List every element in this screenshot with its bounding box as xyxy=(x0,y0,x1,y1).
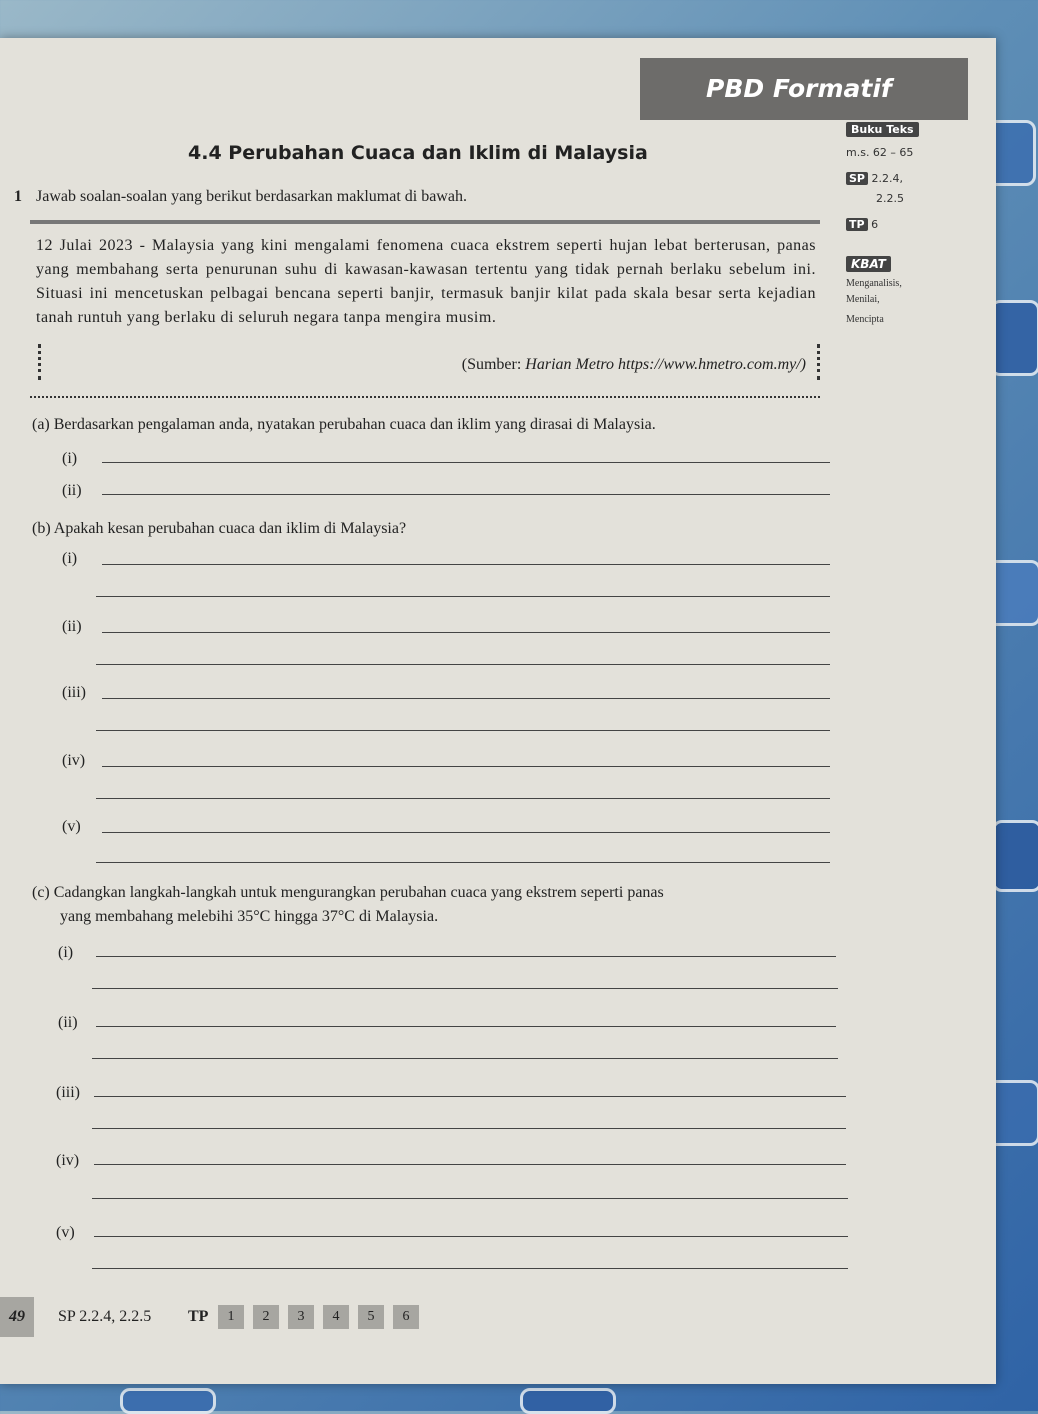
skill-menilai: Menilai, xyxy=(846,294,880,305)
tp-level-6[interactable]: 6 xyxy=(393,1305,419,1329)
answer-line-b-iii-2[interactable] xyxy=(96,730,830,731)
part-a-label-i: (i) xyxy=(62,450,78,467)
news-excerpt-box xyxy=(30,220,820,398)
part-a-prompt: (a) Berdasarkan pengalaman anda, nyatakan perubahan cuaca dan iklim yang dirasai di Malaysia. xyxy=(32,416,656,433)
answer-line-b-iii-1[interactable] xyxy=(102,698,830,699)
question-instruction xyxy=(14,188,467,206)
answer-line-c-iv-2[interactable] xyxy=(92,1198,848,1199)
answer-line-c-i-2[interactable] xyxy=(92,988,838,989)
answer-line-c-iii-2[interactable] xyxy=(92,1128,846,1129)
skill-menganalisis: Menganalisis, xyxy=(846,278,902,289)
part-c-label-i: (i) xyxy=(58,944,74,961)
tp-level-4[interactable]: 4 xyxy=(323,1305,349,1329)
background-tile xyxy=(992,820,1038,892)
background-tile xyxy=(990,300,1038,376)
part-c-label-iii: (iii) xyxy=(56,1084,80,1101)
part-a-label-ii: (ii) xyxy=(62,482,82,499)
answer-line-c-v-2[interactable] xyxy=(92,1268,848,1269)
tp-reference xyxy=(846,218,878,231)
answer-line-c-iii-1[interactable] xyxy=(94,1096,846,1097)
background-tile xyxy=(120,1388,216,1414)
dotted-border-left xyxy=(38,344,41,380)
answer-line-a-ii[interactable] xyxy=(102,494,830,495)
part-b-label-iv: (iv) xyxy=(62,752,86,769)
tp-value: 6 xyxy=(871,218,879,231)
sp-reference xyxy=(846,172,903,185)
part-c-prompt-line2: yang membahang melebihi 35°C hingga 37°C di Malaysia. xyxy=(60,908,439,925)
kbat-badge: KBAT xyxy=(846,256,891,272)
answer-line-b-i-1[interactable] xyxy=(102,564,830,565)
answer-line-c-v-1[interactable] xyxy=(94,1236,848,1237)
sp-values: 2.2.4, xyxy=(871,172,903,185)
question-number: 1 xyxy=(14,188,22,205)
worksheet-page xyxy=(0,38,996,1384)
answer-line-a-i[interactable] xyxy=(102,462,830,463)
answer-line-b-iv-1[interactable] xyxy=(102,766,830,767)
tp-level-1[interactable]: 1 xyxy=(218,1305,244,1329)
page-number: 49 xyxy=(0,1297,34,1337)
sp-values-2: 2.2.5 xyxy=(876,192,904,205)
answer-line-c-ii-2[interactable] xyxy=(92,1058,838,1059)
textbook-page-ref: m.s. 62 – 65 xyxy=(846,146,914,159)
answer-line-b-ii-1[interactable] xyxy=(102,632,830,633)
footer-tp-label: TP xyxy=(188,1308,209,1325)
part-c-label-iv: (iv) xyxy=(56,1152,80,1169)
part-b-label-iii: (iii) xyxy=(62,684,86,701)
answer-line-c-ii-1[interactable] xyxy=(96,1026,836,1027)
tp-level-2[interactable]: 2 xyxy=(253,1305,279,1329)
answer-line-b-ii-2[interactable] xyxy=(96,664,830,665)
answer-line-b-v-2[interactable] xyxy=(96,862,830,863)
news-excerpt-text: 12 Julai 2023 - Malaysia yang kini mengalami fenomena cuaca ekstrem seperti hujan lebat berterusan, panas yang membahang serta penurunan suhu di kawasan-kawasan tertentu yang tidak pernah berlaku sebelum ini. Situasi ini mencetuskan pelbagai bencana seperti banjir, termasuk banjir kilat pada skala besar serta kejadian tanah runtuh yang berlaku di seluruh negara tanpa mengira musim. xyxy=(36,237,816,326)
footer-sp-text: SP 2.2.4, 2.2.5 xyxy=(58,1308,152,1325)
part-b-prompt: (b) Apakah kesan perubahan cuaca dan iklim di Malaysia? xyxy=(32,520,407,537)
dotted-border-right xyxy=(817,344,820,380)
news-source: (Sumber: Harian Metro https://www.hmetro.com.my/) xyxy=(461,356,806,373)
answer-line-b-iv-2[interactable] xyxy=(96,798,830,799)
answer-line-c-iv-1[interactable] xyxy=(94,1164,846,1165)
part-b-label-ii: (ii) xyxy=(62,618,82,635)
tp-level-5[interactable]: 5 xyxy=(358,1305,384,1329)
answer-line-b-i-2[interactable] xyxy=(96,596,830,597)
answer-line-c-i-1[interactable] xyxy=(96,956,836,957)
background-tile xyxy=(520,1388,616,1414)
tp-badge: TP xyxy=(846,218,868,231)
section-title: 4.4 Perubahan Cuaca dan Iklim di Malaysia xyxy=(188,142,648,164)
pbd-formatif-banner: PBD Formatif xyxy=(640,58,968,120)
page-footer xyxy=(0,1297,500,1337)
news-source-url: https://www.hmetro.com.my/) xyxy=(614,356,806,373)
skill-mencipta: Mencipta xyxy=(846,314,884,325)
news-source-name: Harian Metro xyxy=(525,356,615,373)
part-b-label-i: (i) xyxy=(62,550,78,567)
question-text: Jawab soalan-soalan yang berikut berdasarkan maklumat di bawah. xyxy=(36,188,467,205)
part-c-label-v: (v) xyxy=(56,1224,75,1241)
answer-line-b-v-1[interactable] xyxy=(102,832,830,833)
sp-badge: SP xyxy=(846,172,868,185)
part-b-label-v: (v) xyxy=(62,818,81,835)
part-c-label-ii: (ii) xyxy=(58,1014,78,1031)
part-c-prompt-line1: (c) Cadangkan langkah-langkah untuk mengurangkan perubahan cuaca yang ekstrem seperti panas xyxy=(32,884,664,901)
tp-level-3[interactable]: 3 xyxy=(288,1305,314,1329)
buku-teks-badge: Buku Teks xyxy=(846,122,919,137)
